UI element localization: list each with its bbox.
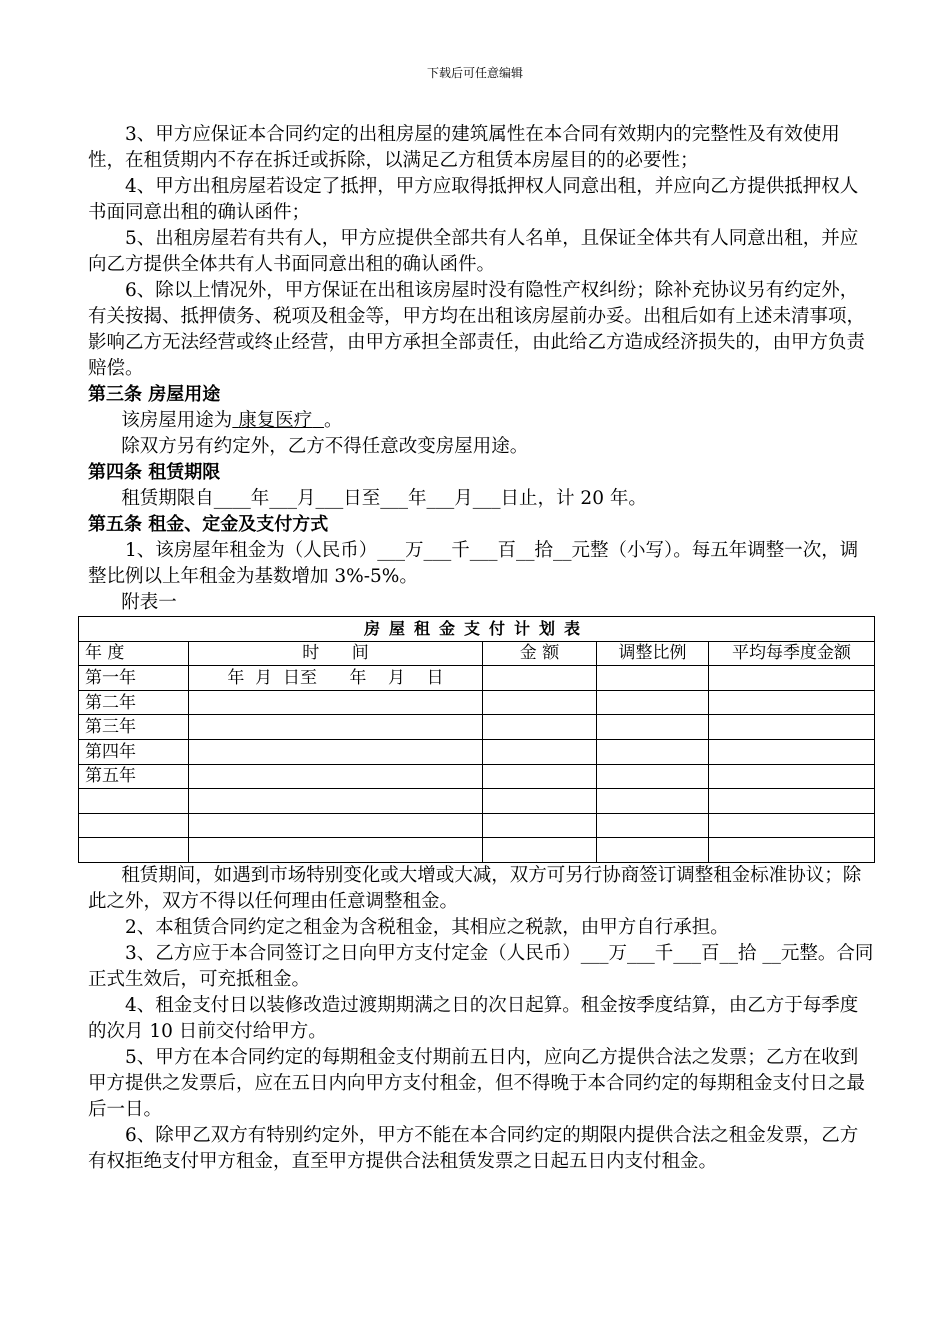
usage-note: 除双方另有约定外，乙方不得任意改变房屋用途。 [121, 436, 529, 457]
header-ratio: 调整比例 [597, 641, 709, 666]
table-cell [189, 813, 483, 838]
usage-value: 康复医疗 [238, 410, 313, 431]
table-title: 房屋租金支付计划表 [79, 617, 875, 642]
clause-6: 6、除以上情况外，甲方保证在出租该房屋时没有隐性产权纠纷；除补充协议另有约定外，有关按揭、抵押债务、税项及租金等，甲方均在出租该房屋前办妥。出租后如有上述未清事项，影响乙方无法经营或终止经营，由甲方承担全部责任，由此给乙方造成经济损失的，由甲方负责赔偿。 [88, 280, 866, 379]
table-cell: 第五年 [79, 764, 189, 789]
rent-schedule-table [78, 616, 875, 863]
document-body [85, 122, 874, 1175]
table-cell [597, 690, 709, 715]
header-time: 时 间 [189, 641, 483, 666]
rent-clause-5: 5、甲方在本合同约定的每期租金支付期前五日内，应向乙方提供合法之发票；乙方在收到甲方提供之发票后，应在五日内向甲方支付租金，但不得晚于本合同约定的每期租金支付日之最后一日。 [88, 1046, 866, 1120]
table-row [79, 838, 875, 863]
table-header-row [79, 641, 875, 666]
table-cell [597, 739, 709, 764]
table-cell [483, 715, 597, 740]
table-cell [483, 789, 597, 814]
rent-clause-6: 6、除甲乙双方有特别约定外，甲方不能在本合同约定的期限内提供合法之租金发票，乙方有权拒绝支付甲方租金，直至甲方提供合法租赁发票之日起五日内支付租金。 [88, 1124, 859, 1172]
table-cell [483, 813, 597, 838]
table-cell [597, 715, 709, 740]
table-cell [597, 666, 709, 691]
table-cell: 第三年 [79, 715, 189, 740]
clause-3: 3、甲方应保证本合同约定的出租房屋的建筑属性在本合同有效期内的完整性及有效使用性，在租赁期内不存在拆迁或拆除，以满足乙方租赁本房屋目的的必要性； [88, 124, 840, 171]
table-cell [189, 789, 483, 814]
table-cell [597, 813, 709, 838]
article-4-title: 第四条 租赁期限 [88, 462, 221, 483]
table-row [79, 764, 875, 789]
appendix-label: 附表一 [121, 592, 177, 613]
usage-prefix: 该房屋用途为 [121, 410, 233, 431]
table-cell [709, 789, 875, 814]
table-cell [189, 838, 483, 863]
rent-clause-1: 1、该房屋年租金为（人民币）___万___千___百__拾__元整（小写）。每五年调整一次，调整比例以上年租金为基数增加 3%-5%。 [88, 540, 859, 587]
header-year: 年 度 [79, 641, 189, 666]
table-cell [709, 838, 875, 863]
table-cell [79, 789, 189, 814]
table-row [79, 690, 875, 715]
rent-adjust-note: 租赁期间，如遇到市场特别变化或大增或大减，双方可另行协商签订调整租金标准协议；除此之外，双方不得以任何理由任意调整租金。 [88, 864, 862, 912]
table-cell [483, 739, 597, 764]
table-cell [79, 838, 189, 863]
table-cell [483, 690, 597, 715]
rent-clause-4: 4、租金支付日以装修改造过渡期期满之日的次日起算。租金按季度结算，由乙方于每季度的次月 10 日前交付给甲方。 [88, 994, 859, 1042]
header-amount: 金 额 [483, 641, 597, 666]
table-row [79, 813, 875, 838]
table-row [79, 789, 875, 814]
table-cell [597, 764, 709, 789]
clause-4: 4、甲方出租房屋若设定了抵押，甲方应取得抵押权人同意出租，并应向乙方提供抵押权人书面同意出租的确认函件； [88, 176, 859, 223]
usage-line [88, 408, 874, 434]
table-row [79, 739, 875, 764]
table-cell [79, 813, 189, 838]
clause-5: 5、出租房屋若有共有人，甲方应提供全部共有人名单，且保证全体共有人同意出租，并应向乙方提供全体共有人书面同意出租的确认函件。 [88, 228, 859, 275]
article-3-title: 第三条 房屋用途 [88, 384, 221, 405]
table-cell [189, 739, 483, 764]
page-header: 下载后可任意编辑 [426, 66, 523, 80]
article-5-title: 第五条 租金、定金及支付方式 [88, 514, 329, 535]
header-quarterly: 平均每季度金额 [709, 641, 875, 666]
table-cell [709, 739, 875, 764]
table-cell [709, 715, 875, 740]
table-cell: 第四年 [79, 739, 189, 764]
table-cell [189, 715, 483, 740]
table-cell [189, 764, 483, 789]
lease-term: 租赁期限自____年___月___日至___年___月___日止，计 20 年。 [121, 488, 647, 509]
table-cell [189, 690, 483, 715]
table-cell [709, 666, 875, 691]
table-cell [597, 789, 709, 814]
rent-clause-3: 3、乙方应于本合同签订之日向甲方支付定金（人民币）___万___千___百__拾 __元整。合同正式生效后，可充抵租金。 [88, 942, 874, 990]
table-cell: 第一年 [79, 666, 189, 691]
table-cell [483, 764, 597, 789]
table-cell: 年 月 日至 年 月 日 [189, 666, 483, 691]
table-cell: 第二年 [79, 690, 189, 715]
table-cell [709, 690, 875, 715]
table-cell [709, 764, 875, 789]
table-row [79, 666, 875, 691]
usage-suffix: 。 [323, 410, 343, 431]
table-cell [709, 813, 875, 838]
rent-clause-2: 2、本租赁合同约定之租金为含税租金，其相应之税款，由甲方自行承担。 [125, 916, 729, 938]
table-cell [483, 838, 597, 863]
table-cell [597, 838, 709, 863]
table-cell [483, 666, 597, 691]
table-row [79, 715, 875, 740]
